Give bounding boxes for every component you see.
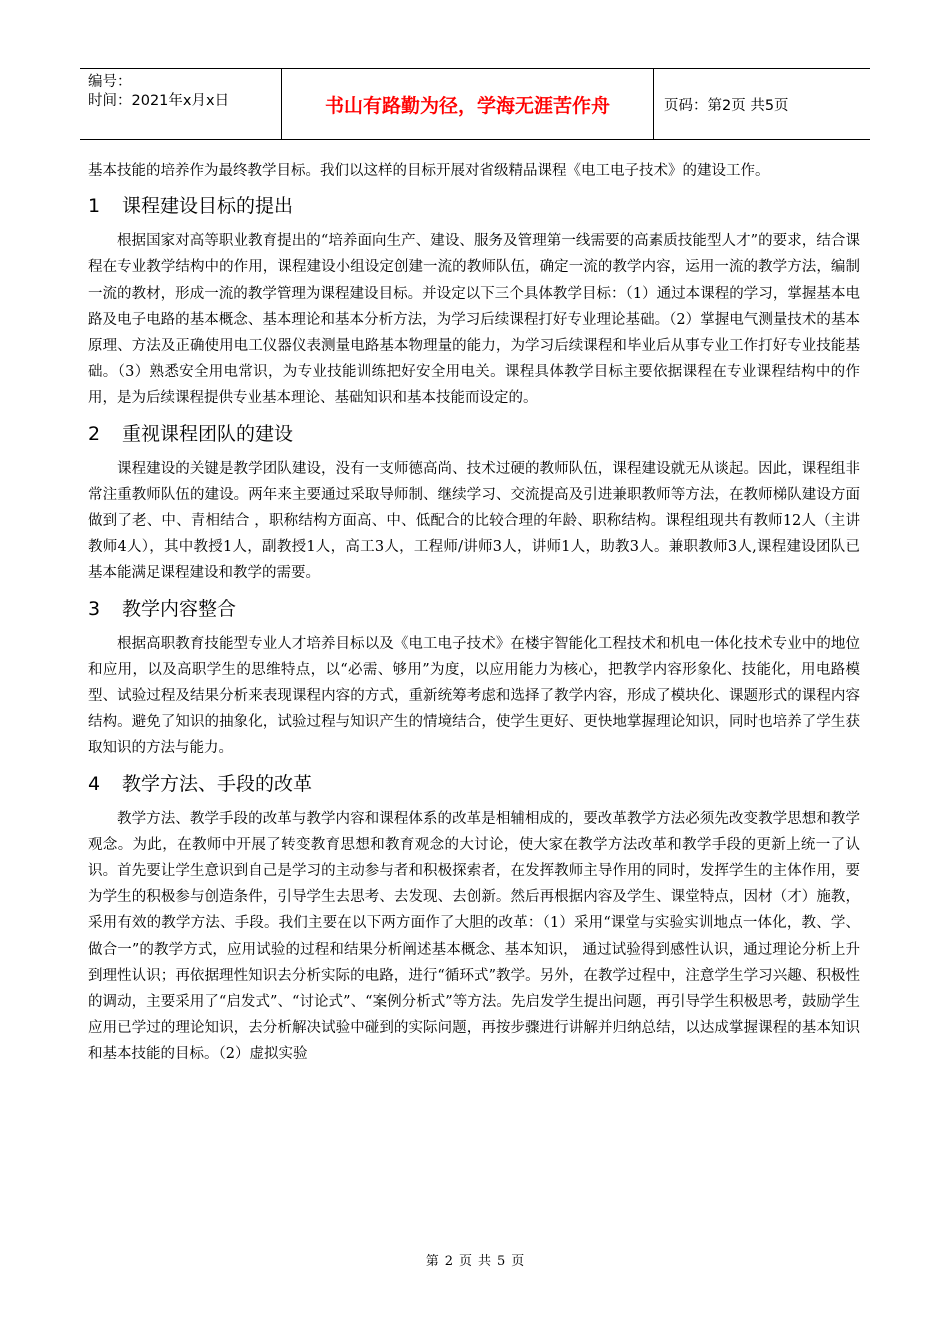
section-title: 课程建设目标的提出 <box>122 195 294 218</box>
section-title: 教学方法、手段的改革 <box>122 772 313 795</box>
header-page-label: 页码：第2页 共5页 <box>664 97 789 114</box>
section-paragraph-3: 根据高职教育技能型专业人才培养目标以及《电工电子技术》在楼宇智能化工程技术和机电一体化技术专业中的地位和应用，以及高职学生的思维特点，以“必需、够用”为度，以应用能力为核心，把教学内容形象化、技能化，用电路模型、试验过程及结果分析来表现课程内容的方式，重新统筹考虑和选择了教学内容，形成了模块化、课题形式的课程内容结构。避免了知识的抽象化，试验过程与知识产生的情境结合，使学生更好、更快地掌握理论知识，同时也培养了学生获取知识的方法与能力。 <box>88 635 860 757</box>
section-heading-3 <box>88 595 860 623</box>
section-paragraph-1: 根据国家对高等职业教育提出的“培养面向生产、建设、服务及管理第一线需要的高素质技能型人才”的要求，结合课程在专业教学结构中的作用，课程建设小组设定创建一流的教师队伍，确定一流的教学内容，运用一流的教学方法，编制一流的教材，形成一流的教学管理为课程建设目标。并设定以下三个具体教学目标：（1）通过本课程的学习，掌握基本电路及电子电路的基本概念、基本理论和基本分析方法，为学习后续课程打好专业理论基础。（2）掌握电气测量技术的基本原理、方法及正确使用电工仪器仪表测量电路基本物理量的能力，为学习后续课程和毕业后从事专业工作打好专业技能基础。（3）熟悉安全用电常识，为专业技能训练把好安全用电关。课程具体教学目标主要依据课程在专业课程结构中的作用，是为后续课程提供专业基本理论、基础知识和基本技能而设定的。 <box>88 233 860 407</box>
footer-total-pages: 5 <box>497 1254 506 1269</box>
document-body <box>88 158 860 1068</box>
footer-ye2: 页 <box>511 1254 525 1269</box>
section-number: 3 <box>88 597 101 620</box>
section-title: 教学内容整合 <box>122 597 237 620</box>
header-motto: 书山有路勤为径，学海无涯苦作舟 <box>282 69 654 139</box>
page-footer <box>0 1250 950 1269</box>
page-header <box>80 68 870 140</box>
footer-gong: 共 <box>478 1254 492 1269</box>
section-number: 2 <box>88 422 101 445</box>
header-meta <box>80 69 282 139</box>
document-number-label: 编号： <box>88 74 132 90</box>
document-date-label: 时间：2021年x月x日 <box>88 93 230 109</box>
footer-page-number: 2 <box>444 1254 453 1269</box>
footer-ye: 页 <box>458 1254 472 1269</box>
section-number: 4 <box>88 772 101 795</box>
intro-paragraph: 基本技能的培养作为最终教学目标。我们以这样的目标开展对省级精品课程《电工电子技术》的建设工作。 <box>88 163 770 179</box>
footer-di: 第 <box>425 1254 439 1269</box>
section-heading-1 <box>88 192 860 220</box>
section-number: 1 <box>88 195 101 218</box>
section-paragraph-2: 课程建设的关键是教学团队建设，没有一支师德高尚、技术过硬的教师队伍，课程建设就无从谈起。因此，课程组非常注重教师队伍的建设。两年来主要通过采取导师制、继续学习、交流提高及引进兼职教师等方法，在教师梯队建设方面做到了老、中、青相结合 ，职称结构方面高、中、低配合的比较合理的年龄、职称结构。课程组现共有教师12人（主讲教师4人），其中教授1人，副教授1人，高工3人，工程师/讲师3人，讲师1人，助教3人。兼职教师3人,课程建设团队已基本能满足课程建设和教学的需要。 <box>88 460 860 582</box>
section-title: 重视课程团队的建设 <box>122 422 294 445</box>
section-heading-4 <box>88 770 860 798</box>
section-paragraph-4: 教学方法、教学手段的改革与教学内容和课程体系的改革是相辅相成的，要改革教学方法必须先改变教学思想和教学观念。为此，在教师中开展了转变教育思想和教育观念的大讨论，使大家在教学方法改革和教学手段的更新上统一了认识。首先要让学生意识到自己是学习的主动参与者和积极探索者，在发挥教师主导作用的同时，发挥学生的主体作用，要为学生的积极参与创造条件，引导学生去思考、去发现、去创新。然后再根据内容及学生、课堂特点，因材（才）施教，采用有效的教学方法、手段。我们主要在以下两方面作了大胆的改革：（1）采用“课堂与实验实训地点一体化，教、学、做合一”的教学方式，应用试验的过程和结果分析阐述基本概念、基本知识， 通过试验得到感性认识，通过理论分析上升到理性认识；再依据理性知识去分析实际的电路，进行“循环式”教学。另外，在教学过程中，注意学生学习兴趣、积极性的调动，主要采用了“启发式”、“讨论式”、“案例分析式”等方法。先启发学生提出问题，再引导学生积极思考，鼓励学生应用已学过的理论知识，去分析解决试验中碰到的实际问题，再按步骤进行讲解并归纳总结，以达成掌握课程的基本知识和基本技能的目标。（2）虚拟实验 <box>88 810 860 1063</box>
section-heading-2 <box>88 420 860 448</box>
